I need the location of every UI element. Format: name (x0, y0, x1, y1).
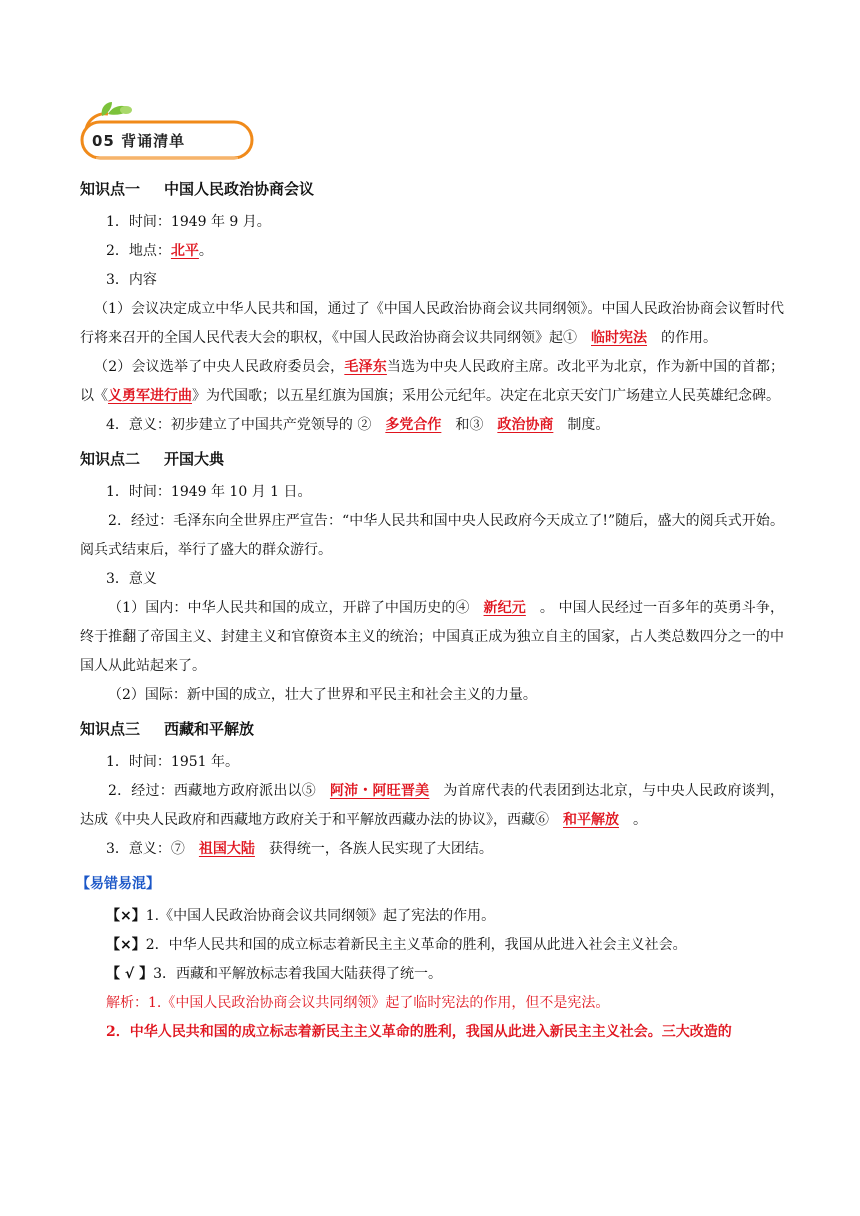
kp3-process (80, 777, 784, 835)
kp2-p1-text: （1）国内：中华人民共和国的成立，开辟了中国历史的④ (108, 600, 470, 616)
document-body (76, 170, 785, 1047)
kp1-content-head: 3．内容 (106, 272, 157, 288)
kp3-process-end: 。 (633, 812, 647, 828)
kp1-time: 1．时间：1949 年 9 月。 (106, 214, 271, 230)
kp1-paragraph-2 (80, 353, 784, 411)
kp1-sig-and: 和③ (455, 417, 484, 433)
kp2-paragraph-2: （2）国际：新中国的成立，壮大了世界和平民主和社会主义的力量。 (108, 687, 537, 703)
kp1-p1-text: （1）会议决定成立中华人民共和国，通过了《中国人民政治协商会议共同纲领》。中国人民政治协商会议暂时代行将来召开的全国人民代表大会的职权，《中国人民政治协商会议共同纲领》起① (80, 301, 784, 346)
blank-answer-2: 多党合作 (385, 417, 442, 433)
blank-answer-7: 祖国大陆 (198, 841, 255, 857)
kp1-title-text: 中国人民政治协商会议 (164, 180, 315, 198)
kp3-sig-text: 3．意义：⑦ (106, 841, 185, 857)
kp1-p2-answer: 毛泽东 (344, 359, 387, 375)
kp1-p2-text: （2）会议选举了中央人民政府委员会， (94, 359, 345, 375)
kp2-title-text: 开国大典 (164, 450, 225, 468)
kp1-place (80, 237, 784, 266)
kp1-p2-text-c: 》为代国歌；以五星红旗为国旗；采用公元纪年。决定在北京天安门广场建立人民英雄纪念碑。 (192, 388, 780, 404)
kp3-process-text-b: 为首席代表的代表团到达北京，与中央人民政府谈判，达成《中央人民政府和西藏地方政府关于和平解放西藏办法的协议》，西藏⑥ (80, 783, 784, 828)
kp1-title (80, 178, 784, 200)
confusion-heading: 【易错易混】 (76, 876, 160, 892)
confusion-item (80, 960, 784, 989)
kp1-p1-end: 的作用。 (661, 330, 717, 346)
wrong-mark: 【×】 (106, 937, 146, 953)
kp1-place-suffix: 。 (198, 243, 213, 259)
kp3-number: 知识点三 (80, 720, 141, 738)
kp1-sig-end: 制度。 (567, 417, 610, 433)
section-banner (74, 100, 256, 164)
kp2-title (80, 448, 784, 470)
kp2-sig-head: 3．意义 (106, 571, 157, 587)
kp1-paragraph-1 (80, 295, 784, 353)
kp2-p1-end: 。 中国人民经过一百多年的英勇斗争，终于推翻了帝国主义、封建主义和官僚资本主义的统治；中国真正成为独立自主的国家，占人类总数四分之一的中国人从此站起来了。 (80, 600, 785, 674)
kp1-place-answer: 北平 (170, 243, 199, 259)
kp2-paragraph-1 (80, 594, 784, 681)
kp3-sig-end: 获得统一，各族人民实现了大团结。 (268, 841, 493, 857)
confusion-item-text: 2．中华人民共和国的成立标志着新民主主义革命的胜利，我国从此进入社会主义社会。 (145, 937, 687, 953)
blank-answer-3: 政治协商 (497, 417, 554, 433)
kp1-number: 知识点一 (80, 180, 141, 198)
blank-answer-1: 临时宪法 (591, 330, 647, 346)
kp2-number: 知识点二 (80, 450, 141, 468)
blank-answer-4: 新纪元 (483, 600, 526, 616)
kp2-time: 1．时间：1949 年 10 月 1 日。 (106, 484, 312, 500)
kp3-title (80, 718, 784, 740)
kp3-time: 1．时间：1951 年。 (106, 754, 239, 770)
kp2-process: 2．经过：毛泽东向全世界庄严宣告：“中华人民共和国中央人民政府今天成立了!”随后，盛大的阅兵式开始。 阅兵式结束后，举行了盛大的群众游行。 (80, 513, 784, 558)
confusion-item-text: 1.《中国人民政治协商会议共同纲领》起了宪法的作用。 (145, 908, 496, 924)
kp3-significance (80, 835, 784, 864)
confusion-item (80, 902, 784, 931)
confusion-item (80, 931, 784, 960)
wrong-mark: 【×】 (106, 908, 146, 924)
kp3-title-text: 西藏和平解放 (164, 720, 255, 738)
analysis-line-1: 解析：1.《中国人民政治协商会议共同纲领》起了临时宪法的作用，但不是宪法。 (106, 995, 610, 1011)
kp1-significance (80, 411, 784, 440)
confusion-item-text: 3．西藏和平解放标志着我国大陆获得了统一。 (153, 966, 442, 982)
kp1-p2-answer-2: 义勇军进行曲 (108, 388, 192, 404)
correct-mark: 【 √ 】 (106, 966, 154, 982)
analysis-line-2: 2．中华人民共和国的成立标志着新民主主义革命的胜利，我国从此进入新民主主义社会。三大改造的 (106, 1024, 732, 1040)
kp1-sig-text: 4．意义：初步建立了中国共产党领导的 ② (106, 417, 372, 433)
kp3-process-text: 2．经过：西藏地方政府派出以⑤ (108, 783, 316, 799)
kp1-p2-text-b: 当选为中央人民政府主席。改北平为北京，作为新中国的首都；以《 (80, 359, 785, 404)
blank-answer-6: 和平解放 (563, 812, 619, 828)
blank-answer-5: 阿沛・阿旺晋美 (329, 783, 430, 799)
kp1-place-label: 2．地点： (106, 243, 171, 259)
banner-title: 05 背诵清单 (92, 132, 186, 150)
